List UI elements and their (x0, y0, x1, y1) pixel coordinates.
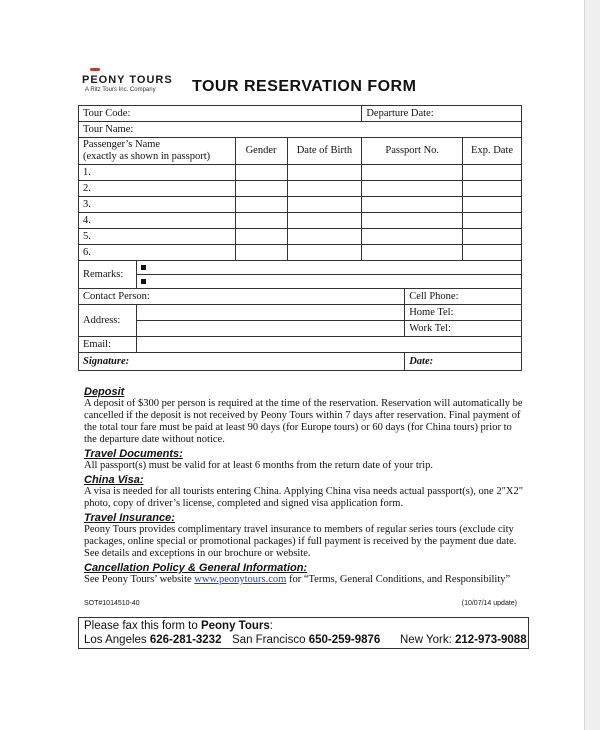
email-field[interactable] (136, 337, 521, 353)
address-label: Address: (79, 305, 137, 337)
ny-label: New York: (400, 634, 455, 646)
dob-cell[interactable] (287, 229, 362, 245)
passport-cell[interactable] (362, 245, 463, 261)
address-line-2[interactable] (136, 321, 404, 337)
bullet-icon (141, 265, 146, 270)
travel-docs-text: All passport(s) must be valid for at least 6 months from the return date of your trip. (84, 460, 434, 471)
signature-label: Signature: (83, 355, 130, 367)
row-number: 6. (83, 246, 91, 258)
exp-date-cell[interactable] (463, 165, 522, 181)
tour-name-label: Tour Name: (83, 123, 134, 135)
departure-date-label: Departure Date: (366, 107, 434, 119)
gender-cell[interactable] (235, 181, 287, 197)
exp-date-cell[interactable] (463, 245, 522, 261)
passenger-row (79, 181, 522, 197)
la-number: 626-281-3232 (149, 634, 222, 646)
page-edge (584, 0, 600, 730)
tour-code-row (79, 106, 522, 122)
reservation-table (78, 105, 522, 371)
work-tel-field[interactable] (405, 321, 522, 337)
passport-cell[interactable] (362, 213, 463, 229)
passport-cell[interactable] (362, 197, 463, 213)
passenger-name-header (79, 138, 236, 165)
cell-phone-label: Cell Phone: (409, 290, 459, 302)
email-row (79, 337, 522, 353)
visa-title: China Visa: (84, 474, 144, 486)
remarks-line-2[interactable] (136, 275, 521, 289)
email-label: Email: (79, 337, 137, 353)
passport-cell[interactable] (362, 165, 463, 181)
policy-text-after: for “Terms, General Conditions, and Responsibility” (286, 574, 511, 585)
ny-fax (400, 634, 527, 646)
company-logo (82, 74, 173, 93)
passenger-name-cell[interactable] (79, 181, 236, 197)
exp-date-cell[interactable] (463, 197, 522, 213)
departure-date-field[interactable] (362, 106, 522, 122)
row-number: 2. (83, 182, 91, 194)
form-code: SOT#1014510-40 (84, 600, 140, 607)
remarks-label: Remarks: (79, 261, 137, 289)
dob-cell[interactable] (287, 181, 362, 197)
gender-header: Gender (235, 138, 287, 165)
home-tel-field[interactable] (405, 305, 522, 321)
passport-cell[interactable] (362, 181, 463, 197)
address-row-2 (79, 321, 522, 337)
passenger-name-sublabel: (exactly as shown in passport) (83, 151, 211, 162)
gender-cell[interactable] (235, 245, 287, 261)
contact-person-field[interactable] (79, 289, 405, 305)
info-sections (84, 386, 524, 588)
signature-field[interactable] (79, 353, 405, 371)
tour-name-row (79, 122, 522, 138)
address-row-1 (79, 305, 522, 321)
passenger-name-cell[interactable] (79, 213, 236, 229)
sf-number: 650-259-9876 (308, 634, 381, 646)
fax-intro: Please fax this form to (84, 620, 201, 632)
gender-cell[interactable] (235, 165, 287, 181)
tour-code-field[interactable] (79, 106, 362, 122)
ny-number: 212-973-9088 (454, 634, 527, 646)
dob-header: Date of Birth (287, 138, 362, 165)
exp-date-header: Exp. Date (463, 138, 522, 165)
row-number: 5. (83, 230, 91, 242)
signature-row (79, 353, 522, 371)
fax-company: Peony Tours (200, 620, 270, 632)
exp-date-cell[interactable] (463, 229, 522, 245)
dob-cell[interactable] (287, 165, 362, 181)
update-date: (10/07/14 update) (461, 600, 517, 607)
insurance-title: Travel Insurance: (84, 512, 175, 524)
contact-row (79, 289, 522, 305)
passenger-name-cell[interactable] (79, 229, 236, 245)
exp-date-cell[interactable] (463, 181, 522, 197)
gender-cell[interactable] (235, 229, 287, 245)
passport-header: Passport No. (362, 138, 463, 165)
passenger-header-row (79, 138, 522, 165)
row-number: 1. (83, 166, 91, 178)
fax-colon: : (269, 620, 273, 632)
work-tel-label: Work Tel: (409, 322, 451, 334)
passenger-row (79, 213, 522, 229)
date-field[interactable] (405, 353, 522, 371)
website-link[interactable]: www.peonytours.com (194, 574, 287, 585)
passenger-row (79, 229, 522, 245)
remarks-line-1[interactable] (136, 261, 521, 275)
fax-intro-line (84, 620, 273, 632)
passenger-row (79, 197, 522, 213)
passenger-name-cell[interactable] (79, 245, 236, 261)
exp-date-cell[interactable] (463, 213, 522, 229)
sf-fax (232, 634, 380, 646)
la-fax (84, 634, 221, 646)
deposit-text: A deposit of $300 per person is required at the time of the reservation. Reservation will automatically be cancelled if the deposit is not received by Peony Tours within 7 days after reservation. Final payment of the total tour fare must be paid at least 90 days (for Europe tours) or 60 days (for China tours) prior to the departure date without notice. (84, 398, 523, 445)
passenger-row (79, 245, 522, 261)
logo-subtitle: A Ritz Tours Inc. Company (85, 87, 156, 93)
passport-cell[interactable] (362, 229, 463, 245)
sf-label: San Francisco (232, 634, 309, 646)
remarks-row-2 (79, 275, 522, 289)
passenger-name-cell[interactable] (79, 197, 236, 213)
passenger-name-label: Passenger’s Name (83, 139, 161, 150)
visa-text: A visa is needed for all tourists entering China. Applying China visa needs actual passport(s), one 2"X2" photo, copy of driver’s license, completed and signed visa application form. (84, 486, 523, 509)
contact-person-label: Contact Person: (83, 290, 150, 302)
dob-cell[interactable] (287, 213, 362, 229)
policy-text (84, 574, 524, 586)
gender-cell[interactable] (235, 213, 287, 229)
logo-name: PEONY TOURS (82, 74, 173, 86)
date-label: Date: (409, 355, 434, 367)
logo-mark (90, 68, 100, 71)
bullet-icon (141, 279, 146, 284)
tour-name-field[interactable] (79, 122, 522, 138)
passenger-row (79, 165, 522, 181)
travel-docs-title: Travel Documents: (84, 448, 183, 460)
la-label: Los Angeles (84, 634, 150, 646)
home-tel-label: Home Tel: (409, 306, 454, 318)
address-line-1[interactable] (136, 305, 404, 321)
tour-code-label: Tour Code: (83, 107, 131, 119)
form-codes (84, 600, 517, 607)
policy-title: Cancellation Policy & General Information: (84, 562, 308, 574)
form-title: TOUR RESERVATION FORM (192, 78, 417, 95)
deposit-title: Deposit (84, 386, 125, 398)
dob-cell[interactable] (287, 245, 362, 261)
remarks-row (79, 261, 522, 275)
cell-phone-field[interactable] (405, 289, 522, 305)
policy-text-before: See Peony Tours’ website (84, 574, 195, 585)
passenger-name-cell[interactable] (79, 165, 236, 181)
row-number: 3. (83, 198, 91, 210)
row-number: 4. (83, 214, 91, 226)
insurance-text: Peony Tours provides complimentary travel insurance to members of regular series tours (exclude city packages, online special or promotional packages) if full payment is received by the payment due date. See details and exceptions in our brochure or website. (84, 524, 517, 559)
gender-cell[interactable] (235, 197, 287, 213)
fax-box (78, 617, 529, 649)
dob-cell[interactable] (287, 197, 362, 213)
